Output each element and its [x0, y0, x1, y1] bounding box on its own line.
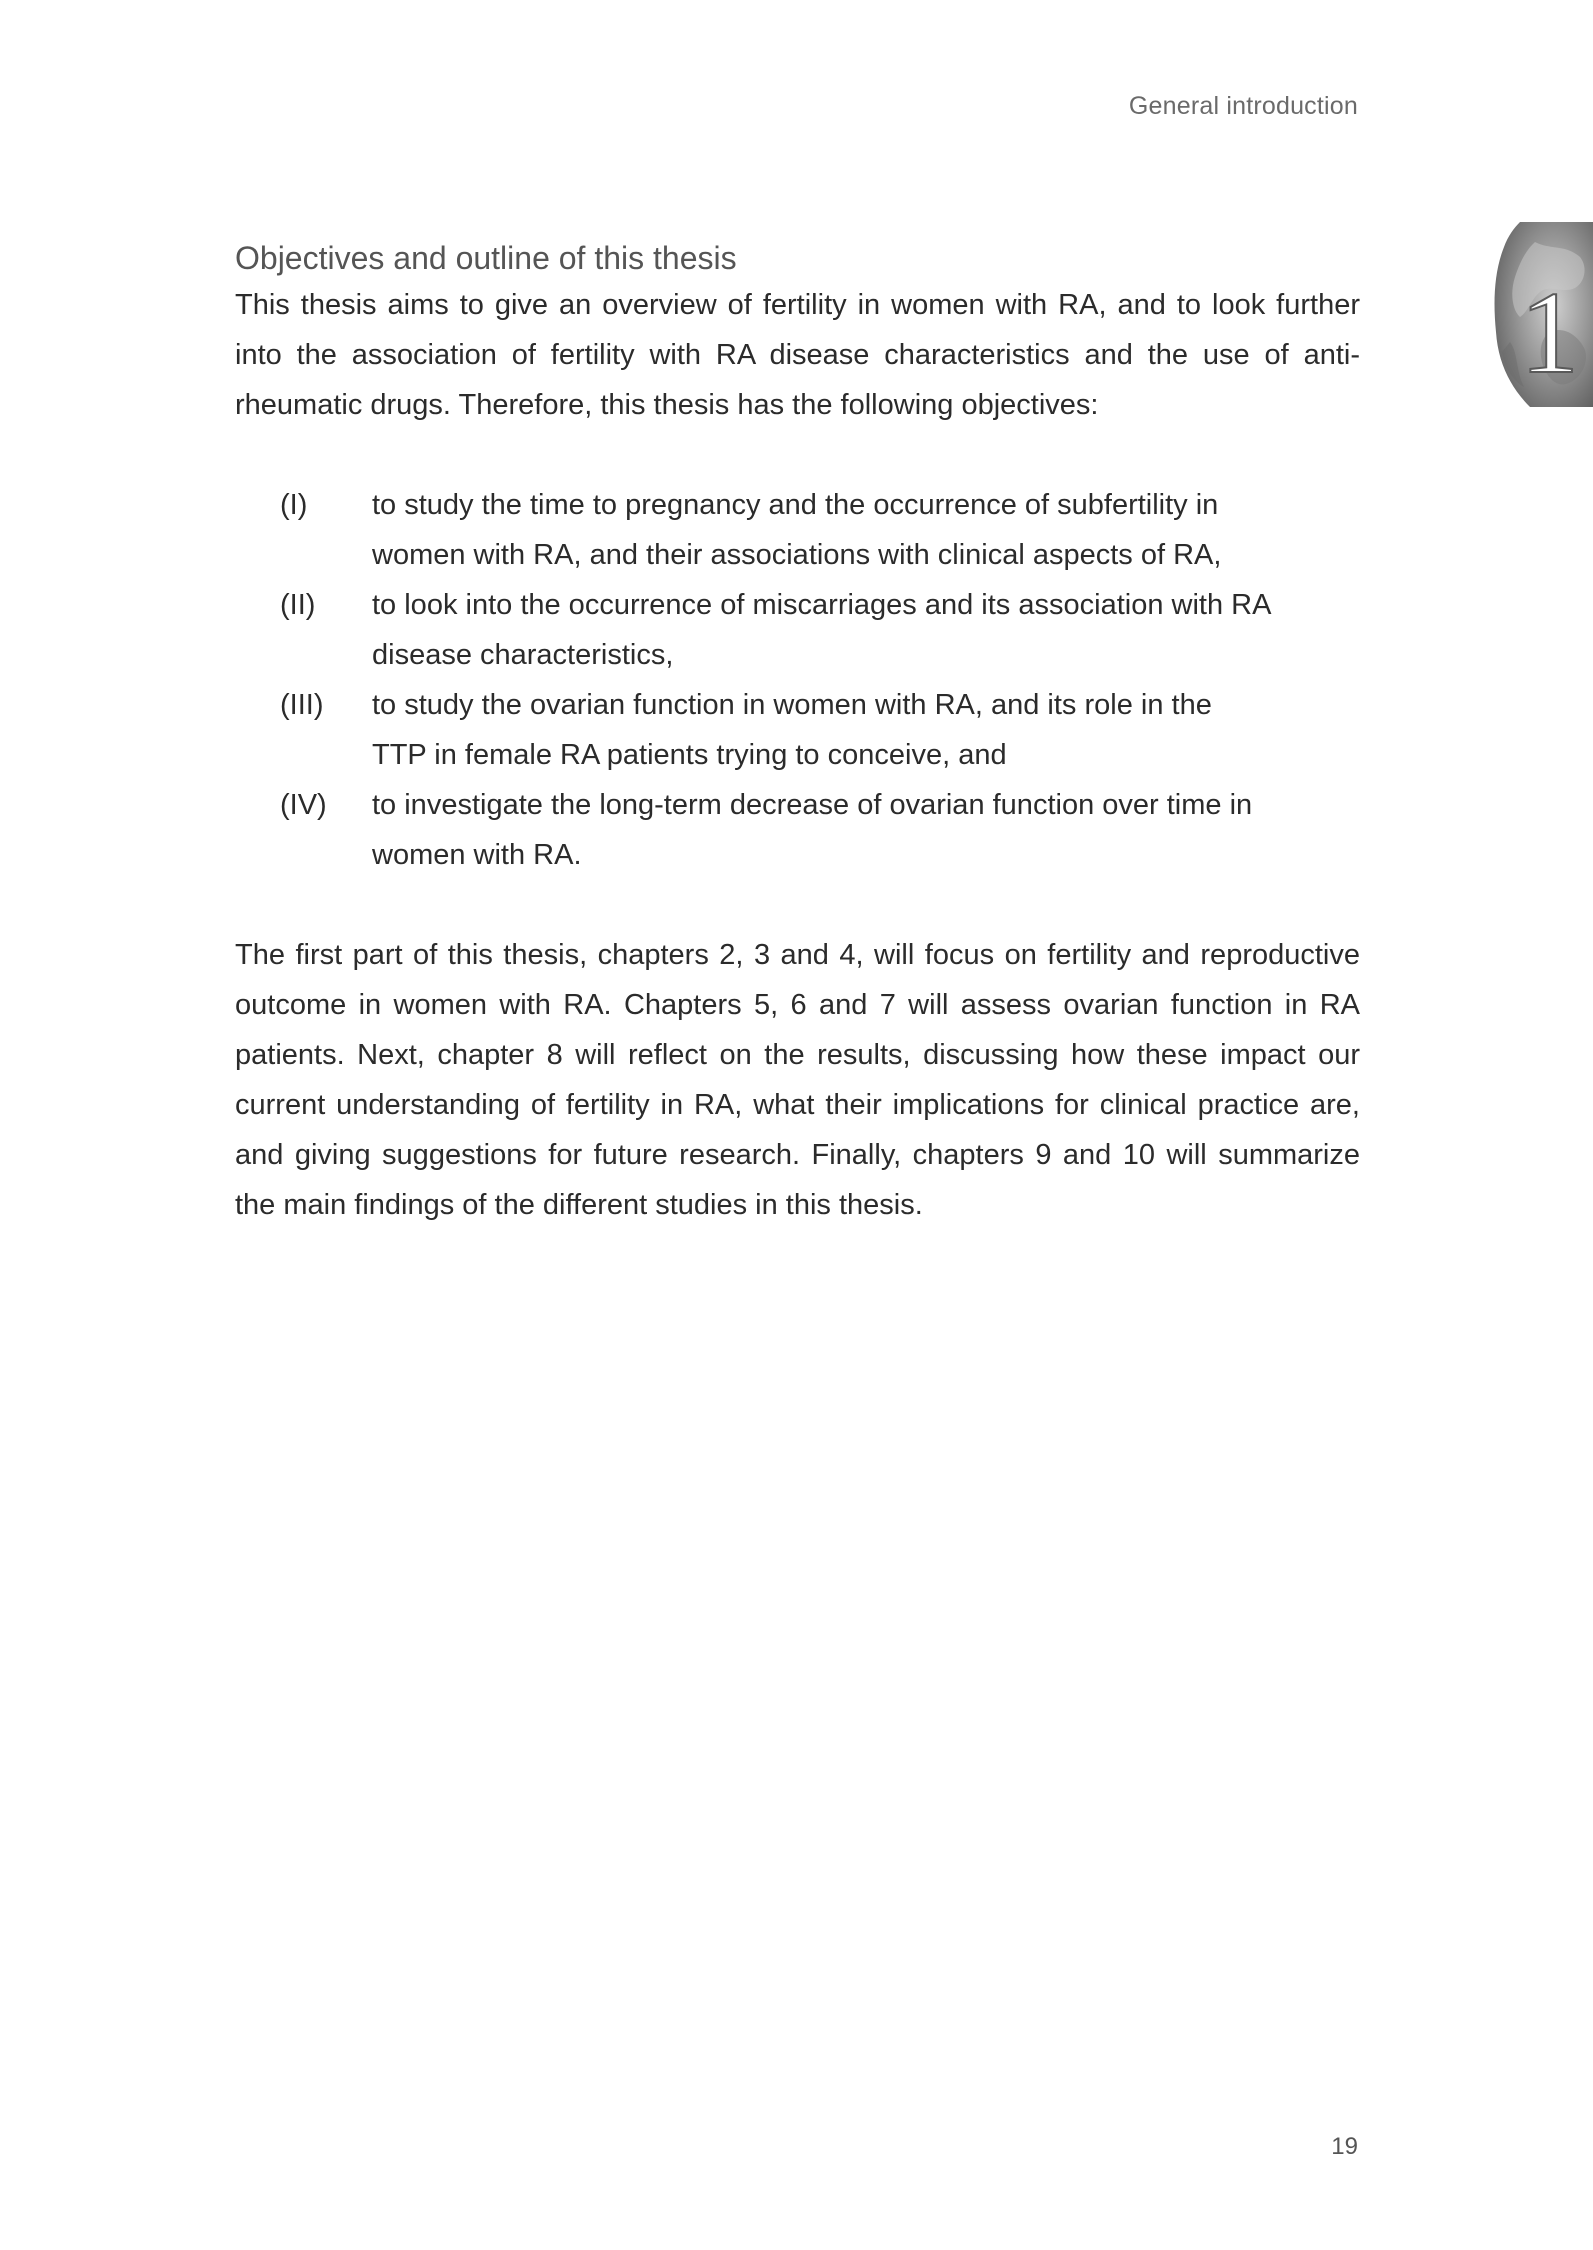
objective-number: (II): [280, 589, 316, 621]
running-header: General introduction: [1128, 92, 1358, 120]
objective-number: (III): [280, 689, 324, 721]
intro-paragraph: This thesis aims to give an overview of fertility in women with RA, and to look further into the association of fertility with RA disease characteristics and the use of anti-rheumatic drugs. Therefore, this thesis has the following objectives:: [235, 289, 1360, 421]
objective-item: [235, 780, 1360, 880]
objective-text: to investigate the long-term decrease of ovarian function over time in women with RA.: [372, 789, 1253, 871]
objective-item: [235, 480, 1360, 580]
page-number: 19: [1331, 2133, 1358, 2160]
section-heading: Objectives and outline of this thesis: [235, 240, 737, 276]
main-content: [235, 238, 1360, 1230]
objective-item: [235, 580, 1360, 680]
objective-text: to study the time to pregnancy and the occurrence of subfertility in women with RA, and their associations with clinical aspects of RA,: [372, 489, 1222, 571]
objective-number: (IV): [280, 789, 327, 821]
chapter-number: 1: [1520, 267, 1579, 398]
objective-number: (I): [280, 489, 308, 521]
outline-paragraph: The first part of this thesis, chapters 2, 3 and 4, will focus on fertility and reproductive outcome in women with RA. Chapters 5, 6 and 7 will assess ovarian function in RA patients. Next, chapter 8 will reflect on the results, discussing how these impact our current understanding of fertility in RA, what their implications for clinical practice are, and giving suggestions for future research. Finally, chapters 9 and 10 will summarize the main findings of the different studies in this thesis.: [235, 939, 1360, 1221]
objective-text: to look into the occurrence of miscarriages and its association with RA disease characteristics,: [372, 589, 1270, 671]
objectives-list: [235, 480, 1360, 880]
objective-item: [235, 680, 1360, 780]
chapter-number-tab: [1490, 222, 1593, 407]
objective-text: to study the ovarian function in women with RA, and its role in the TTP in female RA patients trying to conceive, and: [372, 689, 1212, 771]
